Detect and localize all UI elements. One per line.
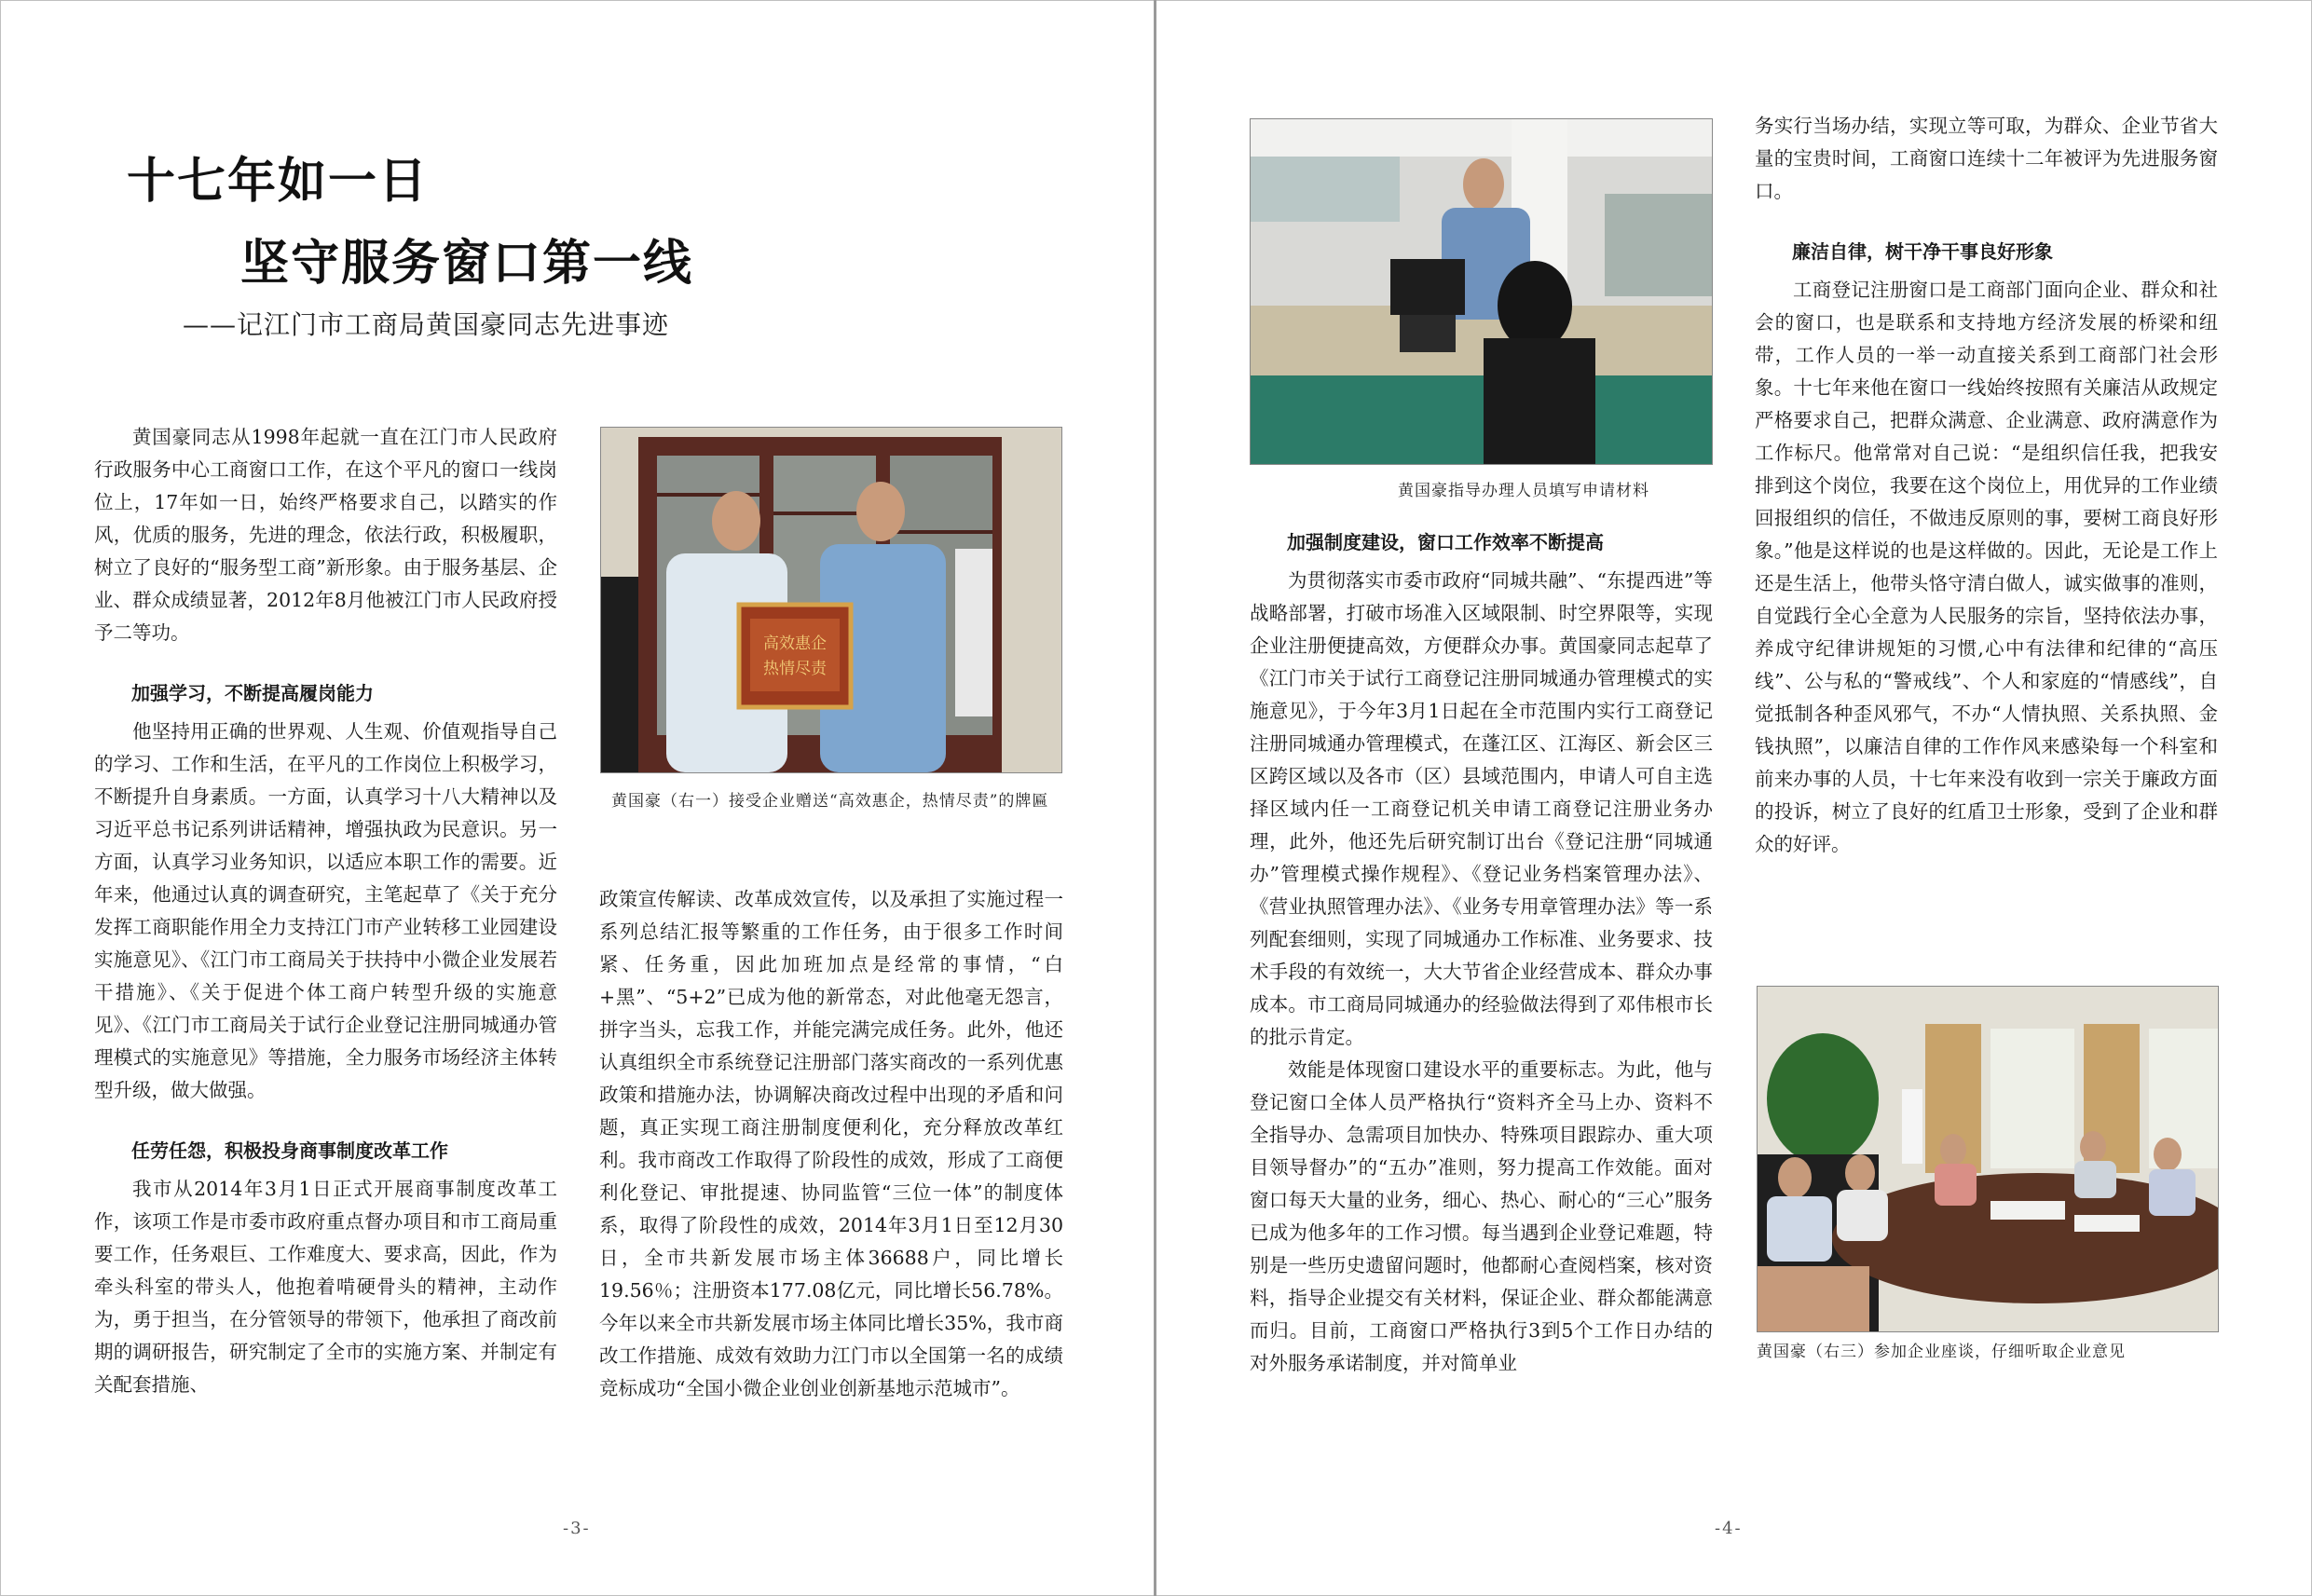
paragraph-reform-continued: 政策宣传解读、改革成效宣传，以及承担了实施过程一系列总结汇报等繁重的工作任务，由于很多工作时间紧、任务重，因此加班加点是经常的事情，“白+黑”、“5+2”已成为他的新常态，对此他毫无怨言，拼字当头，忘我工作，并能完满完成任务。此外，他还认真组织全市系统登记注册部门落实商改的一系列优惠政策和措施办法，协调解决商改过程中出现的矛盾和问题，真正实现工商注册制度便利化，充分释放改革红利。我市商改工作取得了阶段性的成效，形成了工商便利化登记、审批提速、协同监管“三位一体”的制度体系，取得了阶段性的成效，2014年3月1日至12月30日，全市共新发展市场主体36688户，同比增长19.56％；注册资本177.08亿元，同比增长56.78%。今年以来全市共新发展市场主体同比增长35%，我市商改工作措施、成效有效助力江门市以全国第一名的成绩竞标成功“全国小微企业创业创新基地示范城市”。	[599, 888, 1063, 1399]
title-line-2: 坚守服务窗口第一线	[240, 236, 694, 292]
paragraph-efficiency-continued: 务实行当场办结，实现立等可取，为群众、企业节省大量的宝贵时间，工商窗口连续十二年被评为先进服务窗口。	[1755, 115, 2218, 202]
subtitle: ——记江门市工商局黄国豪同志先进事迹	[183, 309, 670, 340]
photo-caption-plaque: 黄国豪（右一）接受企业赠送“高效惠企，热情尽责”的牌匾	[611, 792, 1049, 811]
plaque-text-2: 热情尽责	[763, 660, 827, 678]
page4-column-left	[1250, 526, 1713, 1380]
section-heading-integrity: 廉洁自律，树干净干事良好形象	[1792, 240, 2053, 263]
page4-column-right	[1755, 110, 2218, 861]
title-line-1: 十七年如一日	[127, 154, 430, 210]
paragraph-system: 为贯彻落实市委市政府“同城共融”、“东提西进”等战略部署，打破市场准入区域限制、时空界限等，实现企业注册便捷高效，方便群众办事。黄国豪同志起草了《江门市关于试行工商登记注册同城通办管理模式的实施意见》，于今年3月1日起在全市范围内实行工商登记注册同城通办管理模式，在蓬江区、江海区、新会区三区跨区域以及各市（区）县域范围内，申请人可自主选择区域内任一工商登记机关申请工商登记注册业务办理，此外，他还先后研究制订出台《登记注册“同城通办”管理模式操作规程》、《登记业务档案管理办法》、《营业执照管理办法》、《业务专用章管理办法》等一系列配套细则，实现了同城通办工作标准、业务要求、技术手段的有效统一，大大节省企业经营成本、群众办事成本。市工商局同城通办的经验做法得到了邓伟根市长的批示肯定。	[1250, 569, 1713, 1048]
paragraph-integrity: 工商登记注册窗口是工商部门面向企业、群众和社会的窗口，也是联系和支持地方经济发展的桥梁和纽带，工作人员的一举一动直接关系到工商部门社会形象。十七年来他在窗口一线始终按照有关廉洁从政规定严格要求自己，把群众满意、企业满意、政府满意作为工作标尺。他常常对自己说：“是组织信任我，把我安排到这个岗位，我要在这个岗位上，用优异的工作业绩回报组织的信任，不做违反原则的事，要树工商良好形象。”他是这样说的也是这样做的。因此，无论是工作上还是生活上，他带头恪守清白做人，诚实做事的准则，自觉践行全心全意为人民服务的宗旨，坚持依法办事，养成守纪律讲规矩的习惯,心中有法律和纪律的“高压线”、公与私的“警戒线”、个人和家庭的“情感线”，自觉抵制各种歪风邪气，不办“人情执照、关系执照、金钱执照”，以廉洁自律的工作作风来感染每一个科室和前来办事的人员，十七年来没有收到一宗关于廉政方面的投诉，树立了良好的红盾卫士形象，受到了企业和群众的好评。	[1755, 279, 2218, 855]
section-heading-reform: 任劳任怨，积极投身商事制度改革工作	[131, 1139, 448, 1162]
photo-plaque-presentation	[600, 427, 1062, 773]
photo-enterprise-meeting	[1757, 986, 2219, 1332]
page-spine	[1154, 0, 1156, 1596]
intro-paragraph: 黄国豪同志从1998年起就一直在江门市人民政府行政服务中心工商窗口工作，在这个平凡的窗口一线岗位上，17年如一日，始终严格要求自己，以踏实的作风，优质的服务，先进的理念，依法行政，积极履职，树立了良好的“服务型工商”新形象。由于服务基层、企业、群众成绩显著，2012年8月他被江门市人民政府授予二等功。	[94, 426, 557, 644]
paragraph-study: 他坚持用正确的世界观、人生观、价值观指导自己的学习、工作和生活，在平凡的工作岗位上积极学习，不断提升自身素质。一方面，认真学习十八大精神以及习近平总书记系列讲话精神，增强执政为民意识。另一方面，认真学习业务知识，以适应本职工作的需要。近年来，他通过认真的调查研究，主笔起草了《关于充分发挥工商职能作用全力支持江门市产业转移工业园建设实施意见》、《江门市工商局关于扶持中小微企业发展若干措施》、《关于促进个体工商户转型升级的实施意见》、《江门市工商局关于试行企业登记注册同城通办管理模式的实施意见》等措施，全力服务市场经济主体转型升级，做大做强。	[94, 720, 557, 1101]
photo-caption-meeting: 黄国豪（右三）参加企业座谈，仔细听取企业意见	[1757, 1343, 2126, 1361]
photo-service-window	[1250, 118, 1713, 465]
page-number-4: -4-	[1715, 1519, 1743, 1538]
page3-column-left	[94, 421, 557, 1401]
section-heading-study: 加强学习，不断提高履岗能力	[131, 682, 374, 704]
paragraph-efficiency: 效能是体现窗口建设水平的重要标志。为此，他与登记窗口全体人员严格执行“资料齐全马上办、资料不全指导办、急需项目加快办、特殊项目跟踪办、重大项目领导督办”的“五办”准则，努力提高工作效能。面对窗口每天大量的业务，细心、热心、耐心的“三心”服务已成为他多年的工作习惯。每当遇到企业登记难题，特别是一些历史遗留问题时，他都耐心查阅档案，核对资料，指导企业提交有关材料，保证企业、群众都能满意而归。目前，工商窗口严格执行3到5个工作日办结的对外服务承诺制度，并对简单业	[1250, 1058, 1713, 1374]
photo-caption-window: 黄国豪指导办理人员填写申请材料	[1398, 482, 1649, 500]
section-heading-system: 加强制度建设，窗口工作效率不断提高	[1287, 531, 1604, 553]
page-number-3: -3-	[563, 1519, 591, 1538]
page3-column-right	[599, 883, 1063, 1405]
paragraph-reform: 我市从2014年3月1日正式开展商事制度改革工作，该项工作是市委市政府重点督办项目和市工商局重要工作，任务艰巨、工作难度大、要求高，因此，作为牵头科室的带头人，他抱着啃硬骨头的精神，主动作为，勇于担当，在分管领导的带领下，他承担了商改前期的调研报告，研究制定了全市的实施方案、并制定有关配套措施、	[94, 1178, 557, 1396]
plaque-text-1: 高效惠企	[763, 634, 827, 653]
